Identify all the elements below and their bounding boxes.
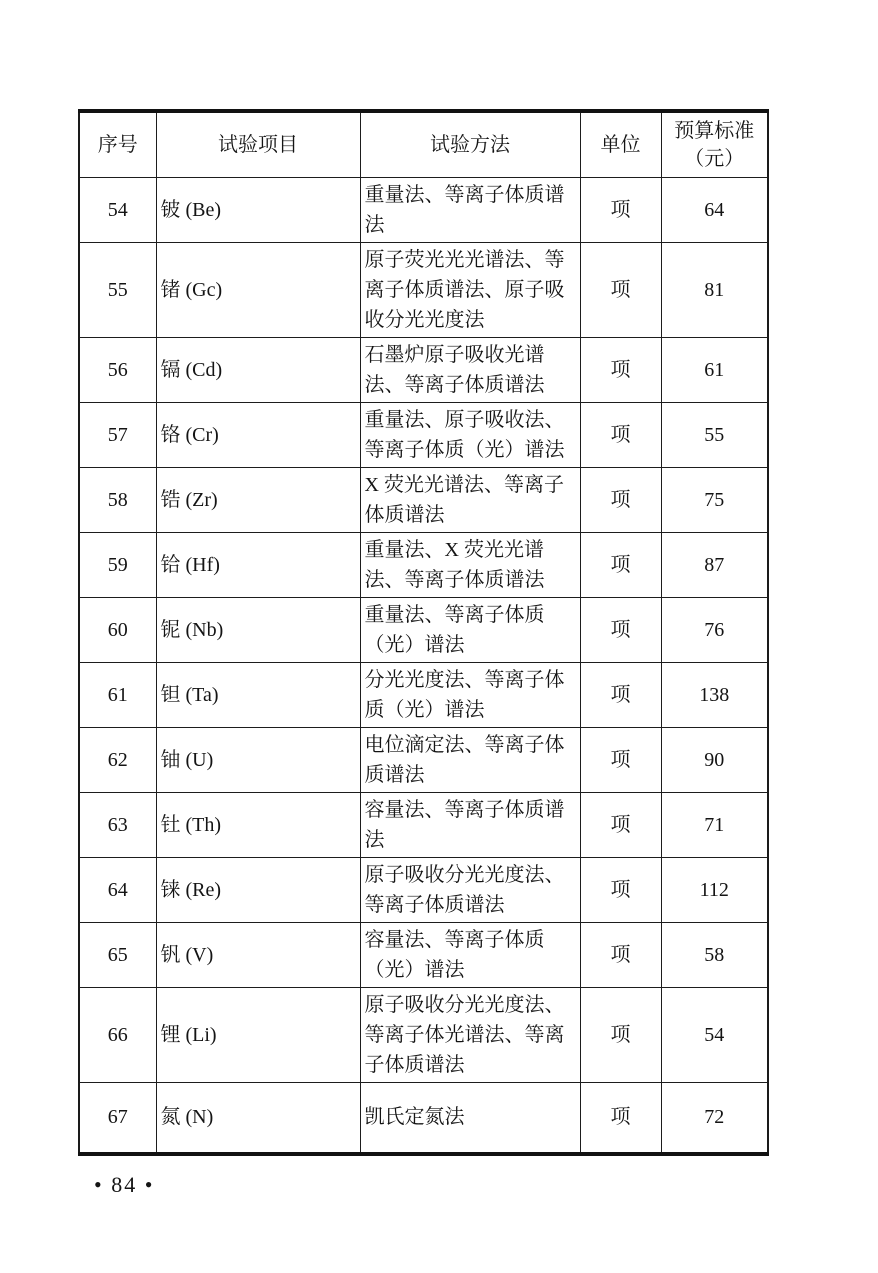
test-method: 原子吸收分光光度法、等离子体质谱法	[360, 857, 580, 922]
test-method: 重量法、原子吸收法、等离子体质（光）谱法	[360, 402, 580, 467]
test-method: 石墨炉原子吸收光谱法、等离子体质谱法	[360, 337, 580, 402]
row-index: 54	[79, 177, 156, 242]
test-method: 重量法、等离子体质（光）谱法	[360, 597, 580, 662]
table-header-row	[79, 111, 768, 177]
test-method: X 荧光光谱法、等离子体质谱法	[360, 467, 580, 532]
budget-value: 76	[661, 597, 768, 662]
header-item: 试验项目	[156, 111, 360, 177]
unit: 项	[580, 597, 661, 662]
row-index: 57	[79, 402, 156, 467]
test-method: 分光光度法、等离子体质（光）谱法	[360, 662, 580, 727]
table-row	[79, 597, 768, 662]
test-item: 铀 (U)	[156, 727, 360, 792]
test-method: 重量法、等离子体质谱法	[360, 177, 580, 242]
test-item: 铪 (Hf)	[156, 532, 360, 597]
test-item: 铬 (Cr)	[156, 402, 360, 467]
test-item: 铍 (Be)	[156, 177, 360, 242]
row-index: 55	[79, 242, 156, 337]
test-method: 容量法、等离子体质谱法	[360, 792, 580, 857]
header-method: 试验方法	[360, 111, 580, 177]
table-row	[79, 792, 768, 857]
unit: 项	[580, 402, 661, 467]
header-index: 序号	[79, 111, 156, 177]
budget-value: 54	[661, 987, 768, 1082]
budget-value: 81	[661, 242, 768, 337]
budget-value: 90	[661, 727, 768, 792]
page-number: • 84 •	[94, 1172, 155, 1197]
test-item: 铌 (Nb)	[156, 597, 360, 662]
budget-value: 55	[661, 402, 768, 467]
row-index: 66	[79, 987, 156, 1082]
test-item: 锂 (Li)	[156, 987, 360, 1082]
budget-value: 87	[661, 532, 768, 597]
table-row	[79, 727, 768, 792]
test-method: 原子吸收分光光度法、等离子体光谱法、等离子体质谱法	[360, 987, 580, 1082]
header-unit: 单位	[580, 111, 661, 177]
test-item: 锆 (Zr)	[156, 467, 360, 532]
test-method: 原子荧光光光谱法、等离子体质谱法、原子吸收分光光度法	[360, 242, 580, 337]
row-index: 61	[79, 662, 156, 727]
row-index: 60	[79, 597, 156, 662]
row-index: 59	[79, 532, 156, 597]
row-index: 64	[79, 857, 156, 922]
unit: 项	[580, 1082, 661, 1154]
header-budget	[661, 111, 768, 177]
test-method: 凯氏定氮法	[360, 1082, 580, 1154]
unit: 项	[580, 242, 661, 337]
test-item: 镉 (Cd)	[156, 337, 360, 402]
table-row	[79, 242, 768, 337]
budget-value: 71	[661, 792, 768, 857]
unit: 项	[580, 922, 661, 987]
test-method: 重量法、X 荧光光谱法、等离子体质谱法	[360, 532, 580, 597]
unit: 项	[580, 337, 661, 402]
row-index: 56	[79, 337, 156, 402]
table-row	[79, 532, 768, 597]
test-item: 氮 (N)	[156, 1082, 360, 1154]
unit: 项	[580, 467, 661, 532]
test-method: 电位滴定法、等离子体质谱法	[360, 727, 580, 792]
header-budget-line1: 预算标准	[674, 119, 755, 142]
table-row	[79, 467, 768, 532]
test-item: 钒 (V)	[156, 922, 360, 987]
table-row	[79, 177, 768, 242]
budget-value: 72	[661, 1082, 768, 1154]
unit: 项	[580, 532, 661, 597]
table-row	[79, 922, 768, 987]
test-item: 钍 (Th)	[156, 792, 360, 857]
test-item: 钽 (Ta)	[156, 662, 360, 727]
test-item: 锗 (Gc)	[156, 242, 360, 337]
row-index: 58	[79, 467, 156, 532]
budget-value: 61	[661, 337, 768, 402]
row-index: 67	[79, 1082, 156, 1154]
table-row	[79, 987, 768, 1082]
test-method: 容量法、等离子体质（光）谱法	[360, 922, 580, 987]
unit: 项	[580, 177, 661, 242]
header-budget-line2: （元）	[684, 147, 745, 170]
row-index: 65	[79, 922, 156, 987]
row-index: 62	[79, 727, 156, 792]
table-row	[79, 402, 768, 467]
budget-value: 75	[661, 467, 768, 532]
budget-value: 58	[661, 922, 768, 987]
unit: 项	[580, 792, 661, 857]
budget-value: 112	[661, 857, 768, 922]
table-row	[79, 857, 768, 922]
table-row	[79, 337, 768, 402]
test-item: 铼 (Re)	[156, 857, 360, 922]
budget-value: 138	[661, 662, 768, 727]
budget-value: 64	[661, 177, 768, 242]
row-index: 63	[79, 792, 156, 857]
unit: 项	[580, 727, 661, 792]
unit: 项	[580, 857, 661, 922]
unit: 项	[580, 662, 661, 727]
unit: 项	[580, 987, 661, 1082]
test-price-table	[78, 109, 769, 1156]
table-row	[79, 662, 768, 727]
table-row	[79, 1082, 768, 1154]
